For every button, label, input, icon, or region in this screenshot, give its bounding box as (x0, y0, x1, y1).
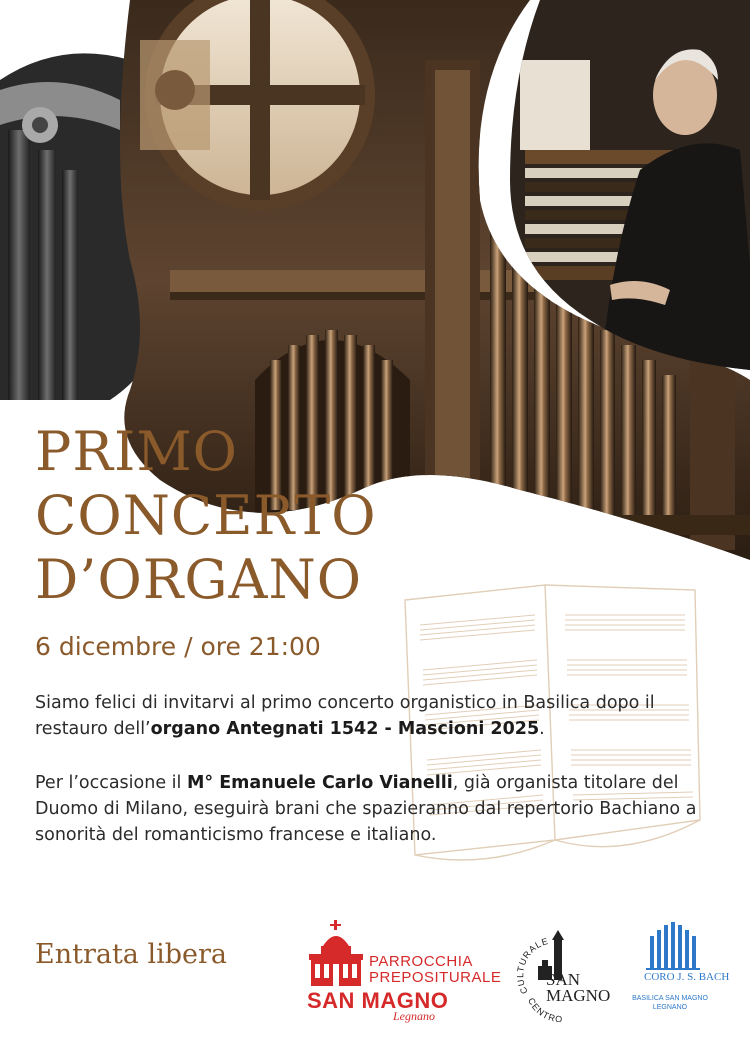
coro-title: CORO J. S. BACH (644, 971, 730, 983)
organ-pipes-icon (630, 922, 710, 972)
concert-date-time: 6 dicembre / ore 21:00 (35, 632, 321, 661)
centro-arc-bottom-text: CENTRO (526, 996, 564, 1022)
free-admission-label: Entrata libera (35, 939, 228, 970)
parrocchia-san-magno-logo (305, 920, 502, 1025)
centro-culturale-logo (508, 922, 611, 1022)
coro-sub-line2: LEGNANO (652, 1004, 688, 1011)
san-magno-label: SAN MAGNO (307, 988, 449, 1013)
coro-bach-logo (630, 922, 730, 1018)
basilica-icon (305, 920, 369, 990)
centro-name-line2: MAGNO (546, 986, 611, 1005)
invitation-paragraph (35, 690, 725, 742)
coro-sub-line1: BASILICA SAN MAGNO (632, 995, 708, 1002)
coro-subtitle (630, 994, 710, 1012)
performer-name: M° Emanuele Carlo Vianelli (186, 773, 453, 793)
performer-text-start: Per l’occasione il (35, 773, 187, 793)
performer-text-end: , già organista titolare del Duomo di Milano, eseguirà brani che spazieranno dal repertorio Bachiano a sonorità del romanticismo francese e italiano. (35, 773, 697, 845)
legnano-signature: Legnano (393, 1009, 435, 1023)
invitation-text-start: Siamo felici di invitarvi al primo concerto organistico in Basilica dopo il restauro dell’ (35, 693, 655, 739)
parrocchia-label: PARROCCHIA (369, 953, 473, 970)
prepositurale-label: PREPOSITURALE (369, 969, 502, 986)
centro-arc-top-text: CULTURALE (515, 935, 550, 996)
invitation-text-end: . (539, 719, 545, 739)
title-line-3: D’ORGANO (35, 548, 363, 611)
title-line-2: CONCERTO (35, 484, 377, 547)
concert-title (35, 420, 377, 612)
title-line-1: PRIMO (35, 420, 238, 483)
centro-name-line1: SAN (546, 970, 581, 989)
performer-paragraph (35, 770, 725, 848)
organ-name: organo Antegnati 1542 - Mascioni 2025 (150, 719, 540, 739)
